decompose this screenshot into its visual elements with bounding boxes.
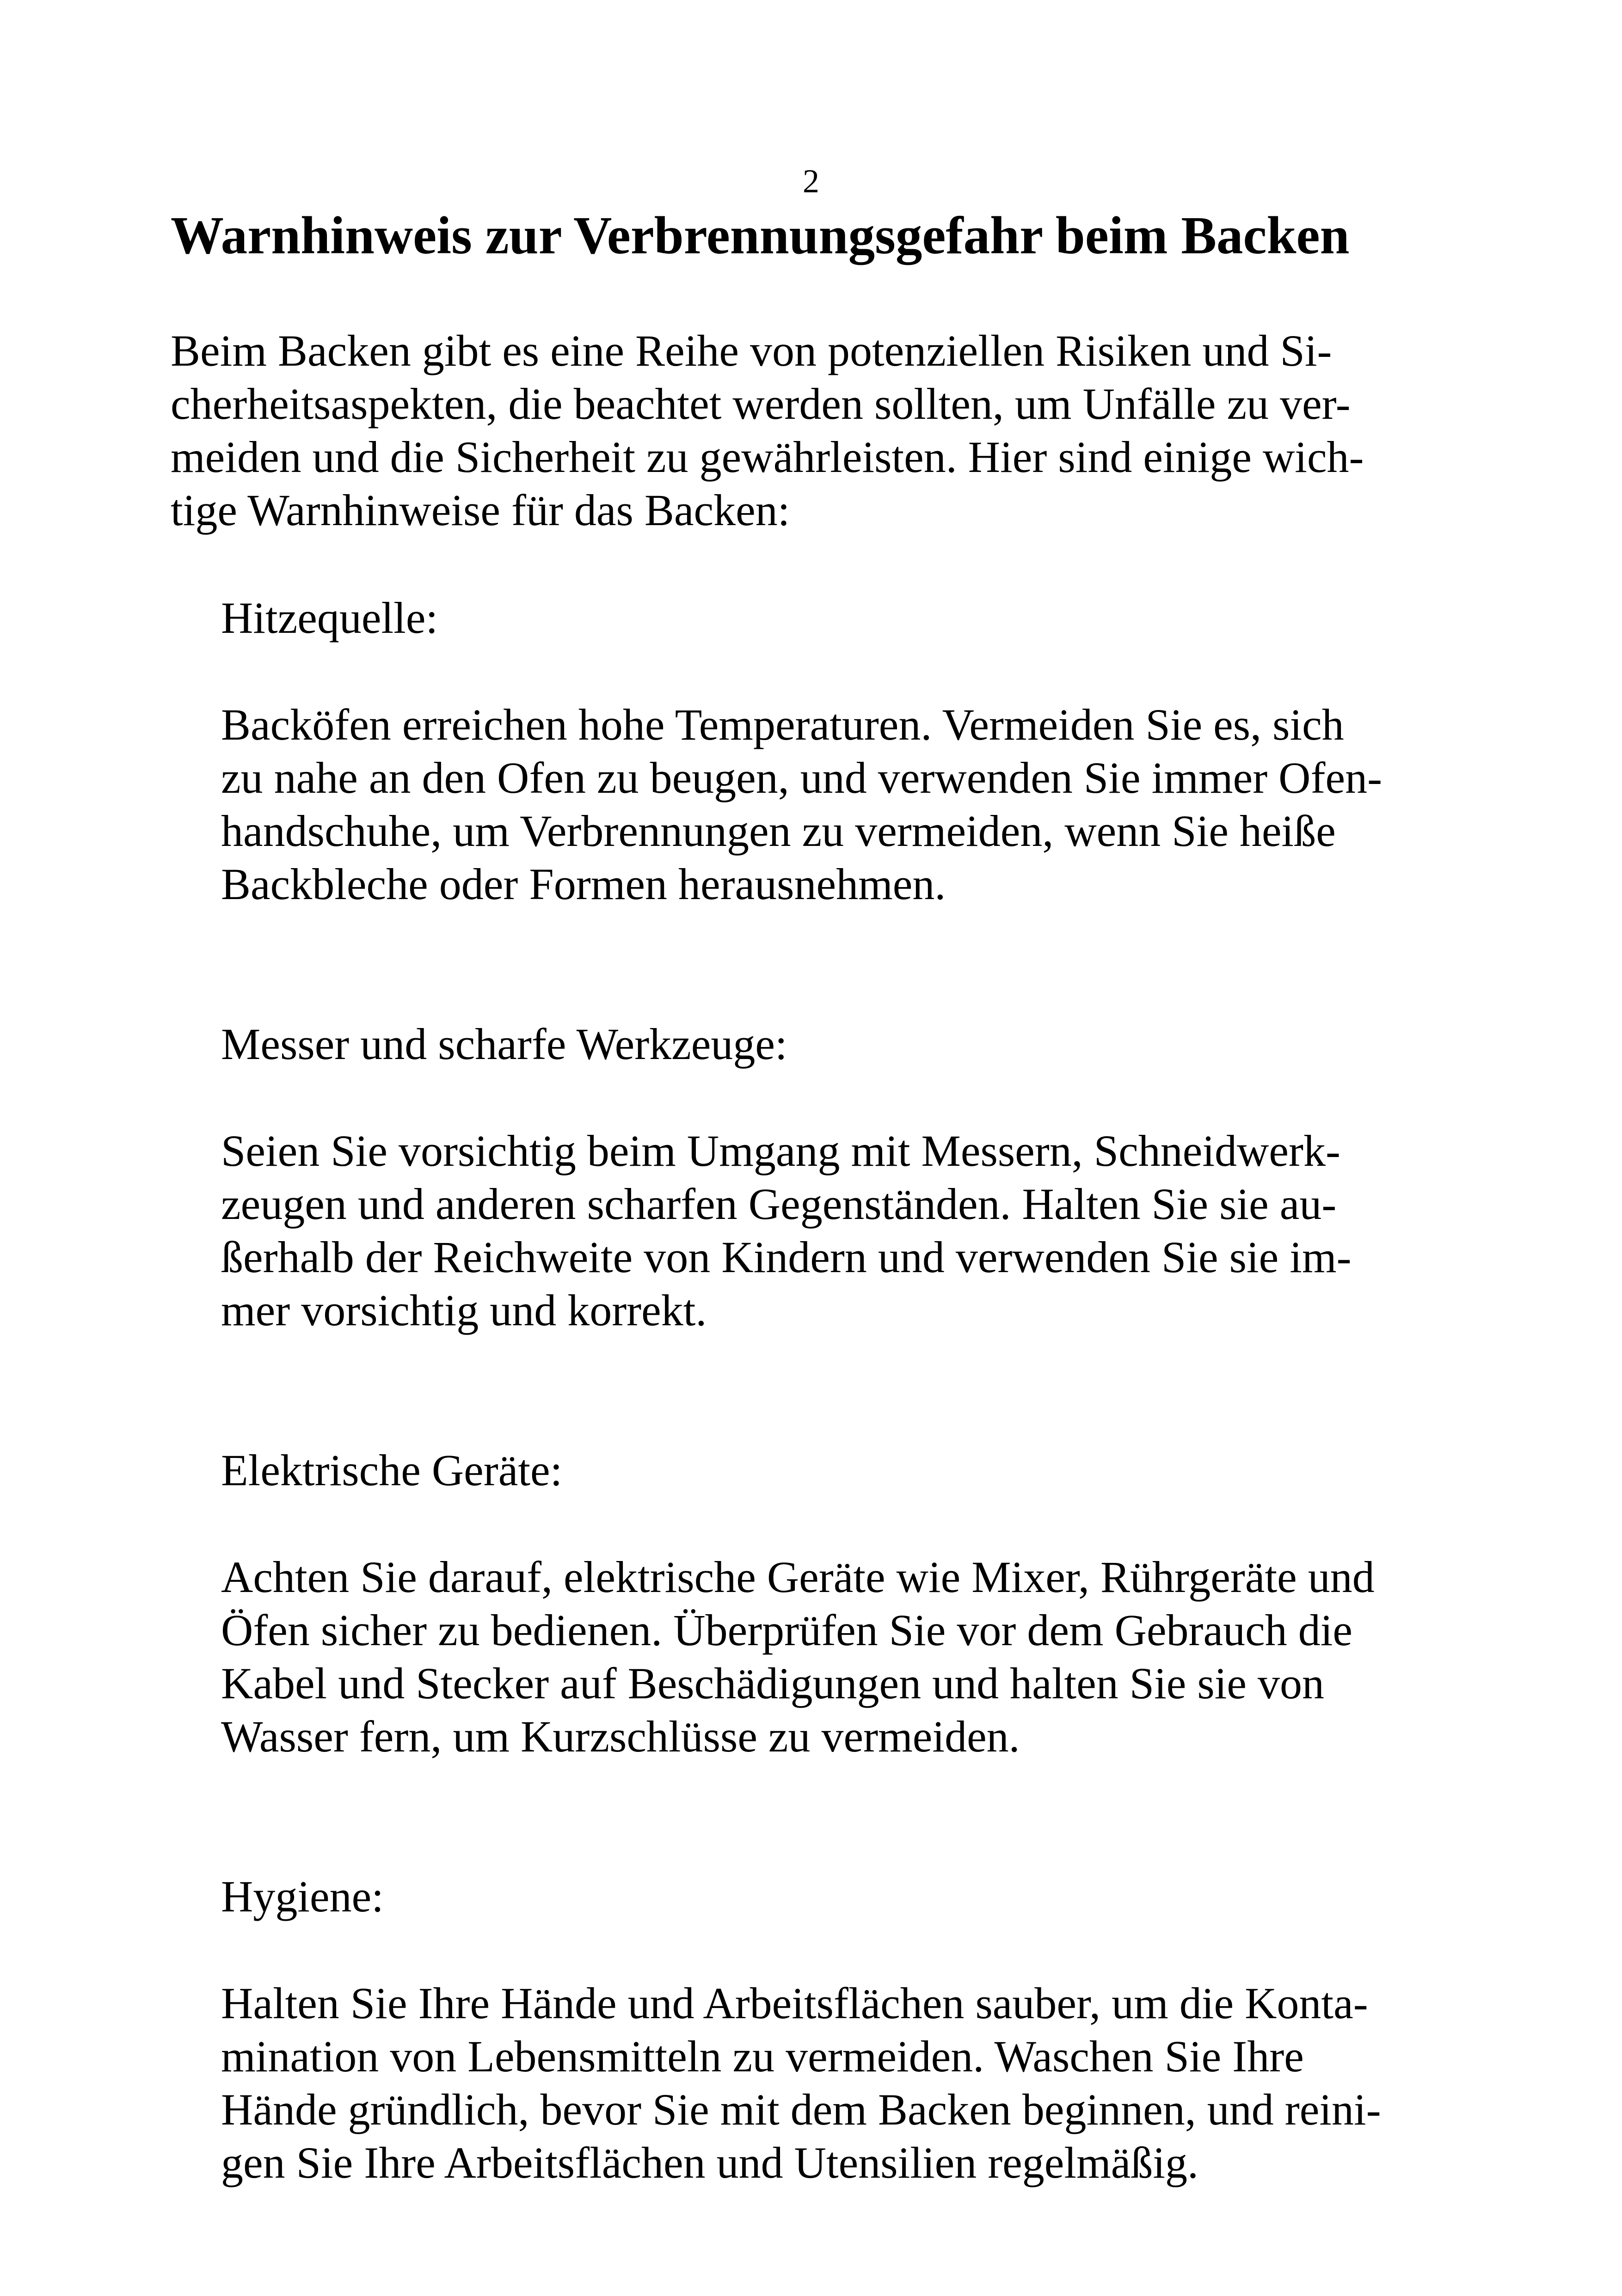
section-heading: Hygiene: xyxy=(221,1872,384,1921)
section-heading: Messer und scharfe Werkzeuge: xyxy=(221,1019,787,1069)
intro-line: tige Warnhinweise für das Backen: xyxy=(171,485,790,535)
body-line: Seien Sie vorsichtig beim Umgang mit Messern, Schneidwerk‌- xyxy=(221,1126,1340,1176)
intro-line: Beim Backen gibt es eine Reihe von potenziellen Risiken und Si‌- xyxy=(171,326,1332,375)
body-line: Öfen sicher zu bedienen. Überprüfen Sie vor dem Gebrauch die xyxy=(221,1605,1353,1655)
intro-line: cherheitsaspekten, die beachtet werden sollten, um Unfälle zu ver‌- xyxy=(171,379,1351,429)
body-line: Achten Sie darauf, elektrische Geräte wie Mixer, Rührgeräte und xyxy=(221,1552,1375,1602)
section-body xyxy=(221,698,1516,911)
body-line: Wasser fern, um Kurzschlüsse zu vermeiden. xyxy=(221,1712,1020,1761)
section-heading: Hitzequelle: xyxy=(221,593,438,643)
body-line: handschuhe, um Verbrennungen zu vermeiden, wenn Sie heiße xyxy=(221,806,1336,856)
body-line: mination von Lebensmitteln zu vermeiden. Waschen Sie Ihre xyxy=(221,2032,1304,2081)
body-line: Hände gründlich, bevor Sie mit dem Backen beginnen, und reini‌- xyxy=(221,2085,1381,2134)
section-heat-source xyxy=(221,591,1516,911)
body-line: Halten Sie Ihre Hände und Arbeitsflächen sauber, um die Konta‌- xyxy=(221,1978,1368,2028)
section-body xyxy=(221,1550,1516,1763)
page-title: Warnhinweis zur Verbrennungsgefahr beim Backen xyxy=(171,206,1350,265)
body-line: ßerhalb der Reichweite von Kindern und verwenden Sie sie im‌- xyxy=(221,1232,1352,1282)
section-hygiene xyxy=(221,1870,1516,2189)
section-knives xyxy=(221,1017,1516,1337)
body-line: gen Sie Ihre Arbeitsflächen und Utensilien regelmäßig. xyxy=(221,2138,1199,2187)
page-number: 2 xyxy=(803,163,819,200)
body-line: mer vorsichtig und korrekt. xyxy=(221,1286,707,1335)
body-line: zu nahe an den Ofen zu beugen, und verwenden Sie immer Ofen‌- xyxy=(221,753,1382,802)
section-body xyxy=(221,1124,1516,1337)
intro-line: meiden und die Sicherheit zu gewährleisten. Hier sind einige wich‌- xyxy=(171,432,1364,482)
warning-sections xyxy=(221,591,1516,2296)
section-body xyxy=(221,1977,1516,2189)
body-line: zeugen und anderen scharfen Gegenständen. Halten Sie sie au‌- xyxy=(221,1179,1337,1229)
section-electrical-devices xyxy=(221,1444,1516,1763)
body-line: Backbleche oder Formen herausnehmen. xyxy=(221,859,946,909)
intro-paragraph xyxy=(171,324,1465,537)
body-line: Backöfen erreichen hohe Temperaturen. Vermeiden Sie es, sich xyxy=(221,700,1344,749)
body-line: Kabel und Stecker auf Beschädigungen und halten Sie sie von xyxy=(221,1659,1325,1708)
section-heading: Elektrische Geräte: xyxy=(221,1445,563,1495)
